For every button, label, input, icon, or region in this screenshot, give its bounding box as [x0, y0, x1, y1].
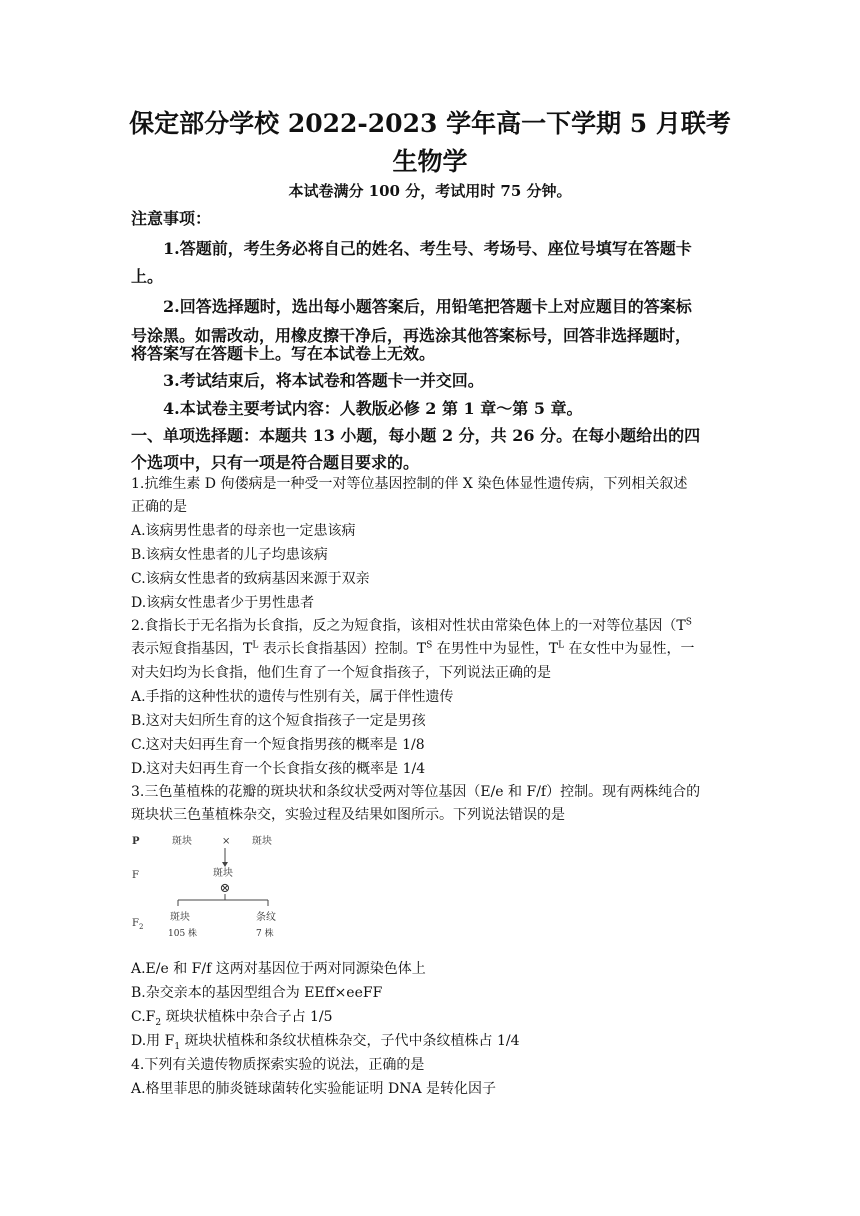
exam-subject: 生物学 [392, 147, 468, 176]
q1-option-d: D.该病女性患者少于男性患者 [131, 595, 315, 611]
q2-stem-line-2-a: 表示短食指基因，T [131, 641, 253, 657]
q2-stem-line-2-c: 在男性中为显性，T [432, 641, 559, 657]
q3-option-c-text: 斑块状植株中杂合子占 1/5 [161, 1009, 333, 1025]
q3-option-c-prefix: C.F [131, 1009, 156, 1025]
fig-f1-phenotype: 斑块 [213, 868, 233, 879]
cross-diagram [128, 830, 288, 950]
notice-item-3: 3.考试结束后，将本试卷和答题卡一并交回。 [163, 371, 484, 390]
fig-f2-subscript: 2 [138, 923, 144, 931]
notice-item-2-line-3: 将答案写在答题卡上。写在本试卷上无效。 [131, 344, 436, 363]
exam-title: 保定部分学校 2022-2023 学年高一下学期 5 月联考 [129, 109, 731, 138]
fig-f2-count-1: 105 株 [168, 929, 198, 939]
q2-option-d: D.这对夫妇再生育一个长食指女孩的概率是 1/4 [131, 761, 426, 777]
q2-stem-line-1 [131, 615, 692, 635]
notice-item-2-line-2: 号涂黑。如需改动，用橡皮擦干净后，再选涂其他答案标号，回答非选择题时， [131, 326, 692, 345]
exam-info: 本试卷满分 100 分，考试用时 75 分钟。 [288, 182, 572, 200]
fig-f1-label: F [132, 870, 139, 881]
q2-stem-line-2-b: 表示长食指基因）控制。T [258, 641, 427, 657]
fig-parent-1: 斑块 [172, 836, 192, 847]
notice-item-2-line-1: 2.回答选择题时，选出每小题答案后，用铅笔把答题卡上对应题目的答案标 [163, 297, 692, 316]
q3-option-a: A.E/e 和 F/f 这两对基因位于两对同源染色体上 [131, 961, 426, 977]
notice-heading: 注意事项： [131, 209, 212, 228]
q2-stem-line-2-d: 在女性中为显性，一 [564, 641, 695, 657]
fig-cross-sign: × [222, 836, 231, 847]
q3-option-d-sub: 1 [174, 1041, 181, 1052]
section-1-heading-line-1: 一、单项选择题：本题共 13 小题，每小题 2 分，共 26 分。在每小题给出的四 [131, 426, 701, 445]
q1-option-a: A.该病男性患者的母亲也一定患该病 [131, 523, 356, 539]
fig-f2-letter: F [132, 918, 139, 929]
fig-f2-phenotype-1: 斑块 [170, 912, 190, 923]
q3-option-d-prefix: D.用 F [131, 1033, 175, 1049]
fig-parent-2: 斑块 [252, 836, 272, 847]
notice-item-1-line-1: 1.答题前，考生务必将自己的姓名、考生号、考场号、座位号填写在答题卡 [163, 239, 692, 258]
q4-option-a: A.格里菲思的肺炎链球菌转化实验能证明 DNA 是转化因子 [131, 1081, 497, 1097]
q2-sup-s: S [685, 617, 692, 628]
q3-stem-line-2: 斑块状三色堇植株杂交，实验过程及结果如图所示。下列说法错误的是 [131, 807, 565, 823]
q2-stem-line-3: 对夫妇均为长食指，他们生育了一个短食指孩子，下列说法正确的是 [131, 665, 551, 681]
q1-stem-line-2: 正确的是 [131, 499, 187, 515]
notice-item-1-line-2: 上。 [131, 267, 164, 286]
q3-stem-line-1: 3.三色堇植株的花瓣的斑块状和条纹状受两对等位基因（E/e 和 F/f）控制。现有两株纯合的 [131, 784, 701, 800]
q4-stem: 4.下列有关遗传物质探索实验的说法，正确的是 [131, 1057, 425, 1073]
fig-f2-label [132, 918, 143, 931]
q1-stem-line-1: 1.抗维生素 D 佝偻病是一种受一对等位基因控制的伴 X 染色体显性遗传病，下列相关叙述 [131, 476, 688, 492]
fig-f2-count-2: 7 株 [256, 929, 274, 939]
q1-option-b: B.该病女性患者的儿子均患该病 [131, 547, 328, 563]
q2-sup-s-2: S [426, 640, 433, 651]
q2-stem-line-2 [131, 638, 695, 658]
fig-self-cross-symbol: ⊗ [219, 881, 231, 896]
q3-option-c [131, 1006, 333, 1028]
q2-stem-line-1-text: 2.食指长于无名指为长食指，反之为短食指，该相对性状由常染色体上的一对等位基因（T [131, 618, 686, 634]
notice-item-4: 4.本试卷主要考试内容：人教版必修 2 第 1 章～第 5 章。 [163, 399, 583, 418]
q2-sup-l-1: L [252, 640, 259, 651]
q1-option-c: C.该病女性患者的致病基因来源于双亲 [131, 571, 370, 587]
q2-option-a: A.手指的这种性状的遗传与性别有关，属于伴性遗传 [131, 689, 454, 705]
q3-option-c-sub: 2 [155, 1017, 162, 1028]
fig-f2-phenotype-2: 条纹 [256, 912, 276, 923]
fig-arrowhead-1 [222, 862, 228, 867]
q2-sup-l-2: L [558, 640, 565, 651]
fig-p-label: P [132, 836, 140, 847]
section-1-heading-line-2: 个选项中，只有一项是符合题目要求的。 [131, 453, 420, 472]
q2-option-c: C.这对夫妇再生育一个短食指男孩的概率是 1/8 [131, 737, 425, 753]
q2-option-b: B.这对夫妇所生育的这个短食指孩子一定是男孩 [131, 713, 426, 729]
q3-option-b: B.杂交亲本的基因型组合为 EEff×eeFF [131, 985, 383, 1001]
q3-option-d-text: 斑块状植株和条纹状植株杂交，子代中条纹植株占 1/4 [180, 1033, 520, 1049]
q3-option-d [131, 1030, 520, 1052]
